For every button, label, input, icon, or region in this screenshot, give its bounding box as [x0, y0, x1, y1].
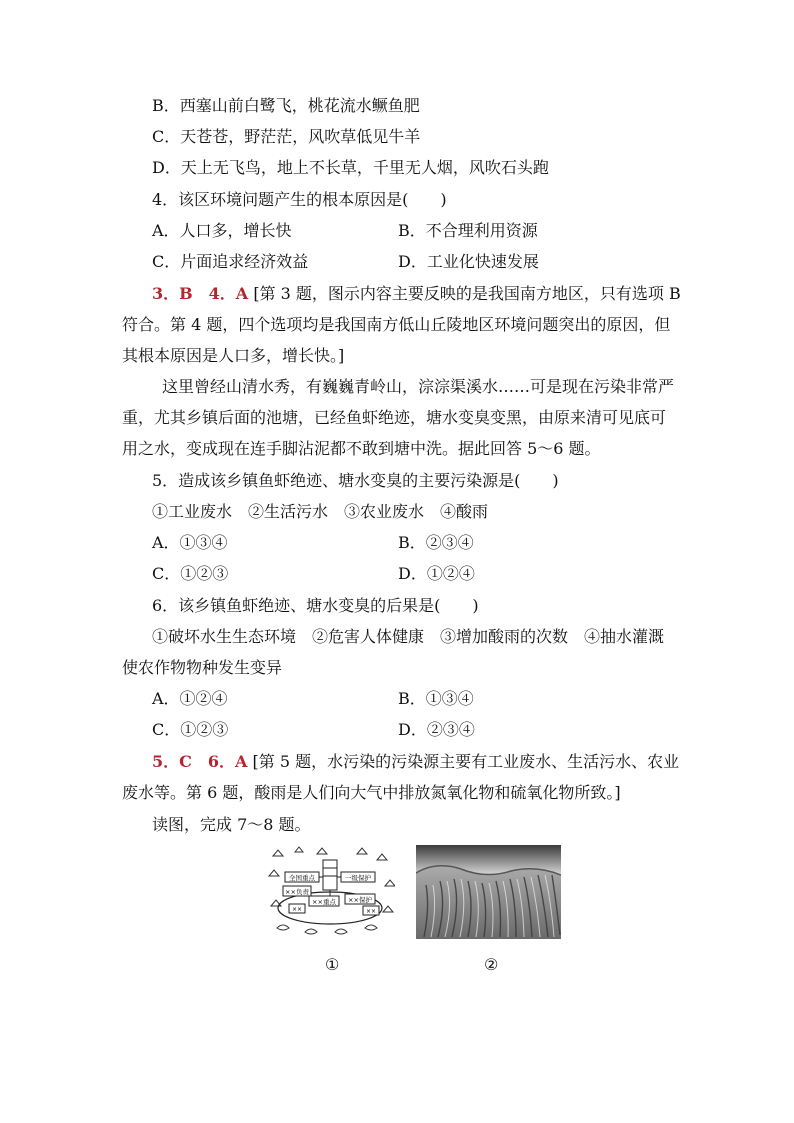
q5-option-b: B．②③④ — [398, 533, 474, 552]
q5-stem: 5．造成该乡镇鱼虾绝迹、塘水变臭的主要污染源是( ) — [152, 471, 559, 490]
figure-2-svg — [416, 845, 561, 939]
passage-line2: 重，尤其乡镇后面的池塘，已经鱼虾绝迹，塘水变臭变黑，由原来清可见底可 — [122, 408, 667, 427]
answer-key-3-4: 3．B 4．A — [152, 284, 249, 303]
answer-5-6-text: [第 5 题，水污染的污染源主要有工业废水、生活污水、农业 — [252, 752, 680, 771]
answer-3-4-line3: 其根本原因是人口多，增长快。] — [122, 346, 345, 365]
figure-2-photo — [416, 845, 561, 939]
fig1-box-key: ××重点 — [312, 898, 336, 906]
answer-key-5-6: 5．C 6．A — [152, 752, 248, 771]
q3-option-c: C．天苍苍，野茫茫，风吹草低见牛羊 — [152, 127, 421, 146]
fig1-box-level1: 一级保护 — [345, 874, 371, 882]
q6-option-b: B．①③④ — [398, 689, 474, 708]
q6-items-line2: 使农作物物种发生变异 — [122, 658, 283, 677]
figure-1-svg — [265, 846, 395, 938]
q5-option-d: D．①②④ — [398, 564, 475, 583]
passage-line3: 用之水，变成现在连手脚沾泥都不敢到塘中洗。据此回答 5～6 题。 — [122, 439, 601, 458]
q4-option-d: D．工业化快速发展 — [398, 252, 539, 271]
read-figure-instruction: 读图，完成 7～8 题。 — [152, 815, 311, 834]
q5-option-a: A．①③④ — [152, 533, 228, 552]
figure-1-label: ① — [325, 955, 340, 974]
answer-3-4-line1 — [152, 284, 681, 304]
q3-option-b: B．西塞山前白鹭飞，桃花流水鳜鱼肥 — [152, 96, 420, 115]
q5-option-c: C．①②③ — [152, 564, 229, 583]
q6-items-line1: ①破坏水生生态环境 ②危害人体健康 ③增加酸雨的次数 ④抽水灌溉 — [152, 627, 665, 646]
fig1-box-national: 全国重点 — [289, 874, 315, 882]
passage-line1: 这里曾经山清水秀，有巍巍青岭山，淙淙渠溪水……可是现在污染非常严 — [162, 377, 675, 396]
fig1-box-xx2: ×× — [365, 908, 377, 915]
q6-option-d: D．②③④ — [398, 720, 475, 739]
q6-option-c: C．①②③ — [152, 720, 229, 739]
figure-1-diagram — [265, 846, 395, 938]
q4-option-a: A．人口多，增长快 — [152, 221, 292, 240]
fig1-box-protect: ××保护 — [348, 896, 372, 904]
fig1-box-xx1: ×× — [291, 906, 303, 913]
q4-option-c: C．片面追求经济效益 — [152, 252, 309, 271]
fig1-box-owner: ××负责 — [285, 888, 309, 896]
q4-option-b: B．不合理利用资源 — [398, 221, 538, 240]
answer-3-4-line2: 符合。第 4 题，四个选项均是我国南方低山丘陵地区环境问题突出的原因，但 — [122, 315, 671, 334]
q6-option-a: A．①②④ — [152, 689, 228, 708]
answer-3-4-text: [第 3 题，图示内容主要反映的是我国南方地区，只有选项 B — [253, 284, 681, 303]
q6-stem: 6．该乡镇鱼虾绝迹、塘水变臭的后果是( ) — [152, 596, 479, 615]
answer-5-6-line2: 废水等。第 6 题，酸雨是人们向大气中排放氮氧化物和硫氧化物所致。] — [122, 783, 621, 802]
q5-items: ①工业废水 ②生活污水 ③农业废水 ④酸雨 — [152, 502, 489, 521]
q4-stem: 4．该区环境问题产生的根本原因是( ) — [152, 190, 447, 209]
figure-2-label: ② — [484, 955, 499, 974]
answer-5-6-line1 — [152, 752, 679, 772]
q3-option-d: D．天上无飞鸟，地上不长草，千里无人烟，风吹石头跑 — [152, 158, 549, 177]
